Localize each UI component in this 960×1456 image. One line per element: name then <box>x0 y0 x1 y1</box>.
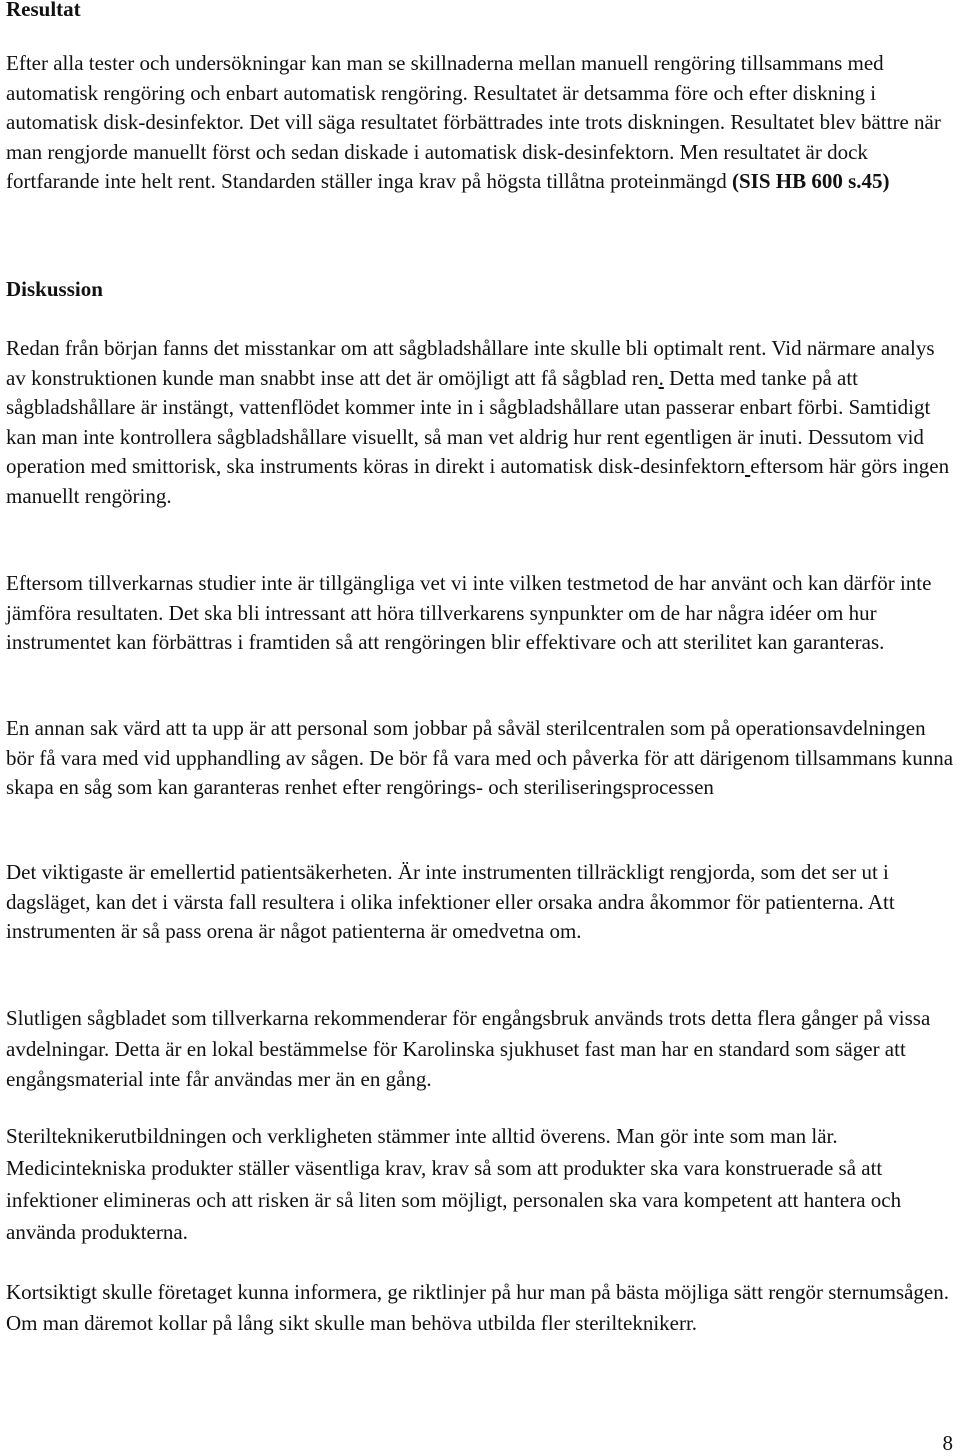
paragraph-discussion-1 <box>6 334 956 512</box>
paragraph-discussion-6: Sterilteknikerutbildningen och verkligheten stämmer inte alltid överens. Man gör inte som man lär. Medicintekniska produkter ställer väsentliga krav, krav så som att produkter ska vara konstruerade så att infektioner elimineras och att risken är så liten som möjligt, personalen ska vara kompetent att hantera och använda produkterna. <box>6 1124 902 1244</box>
paragraph-discussion-3: En annan sak värd att ta upp är att personal som jobbar på såväl sterilcentralen som på operationsavdelningen bör få vara med vid upphandling av sågen. De bör få vara med och påverka för att därigenom tillsammans kunna skapa en såg som kan garanteras renhet efter rengörings- och steriliseringsprocessen <box>6 716 954 800</box>
standard-reference: (SIS HB 600 s.45) <box>732 169 890 194</box>
underlined-period: . <box>658 365 664 390</box>
paragraph-discussion-7: Kortsiktigt skulle företaget kunna informera, ge riktlinjer på hur man på bästa möjliga sätt rengör sternumsågen. Om man däremot kollar på lång sikt skulle man behöva utbilda fler sterilteknikerr. <box>6 1280 949 1335</box>
heading-diskussion: Diskussion <box>6 277 103 301</box>
paragraph-results-text: Efter alla tester och undersökningar kan man se skillnaderna mellan manuell rengöring tillsammans med automatisk rengöring och enbart automatisk rengöring. Resultatet är detsamma före och efter diskning i automatisk disk-desinfektor. Det vill säga resultatet förbättrades inte trots diskningen. Resultatet blev bättre när man rengjorde manuellt först och sedan diskade i automatisk disk-desinfektorn. Men resultatet är dock fortfarande inte helt rent. Standarden ställer inga krav på högsta tillåtna proteinmängd <box>6 51 941 194</box>
paragraph-discussion-2: Eftersom tillverkarnas studier inte är tillgängliga vet vi inte vilken testmetod de har använt och kan därför inte jämföra resultaten. Det ska bli intressant att höra tillverkarens synpunkter om de har några idéer om hur instrumentet kan förbättras i framtiden så att rengöringen blir effektivare och att sterilitet kan garanteras. <box>6 571 932 655</box>
paragraph-discussion-1-text-c: eftersom här görs ingen manuellt rengöring. <box>6 454 950 508</box>
paragraph-discussion-5: Slutligen sågbladet som tillverkarna rekommenderar för engångsbruk används trots detta flera gånger på vissa avdelningar. Detta är en lokal bestämmelse för Karolinska sjukhuset fast man har en standard som säger att engångsmaterial inte får användas mer än en gång. <box>6 1006 931 1091</box>
paragraph-discussion-1-text-a: Redan från början fanns det misstankar om att sågbladshållare inte skulle bli optimalt rent. Vid närmare analys av konstruktionen kunde man snabbt inse att det är omöjligt att få sågblad ren <box>6 336 935 390</box>
paragraph-discussion-4: Det viktigaste är emellertid patientsäkerheten. Är inte instrumenten tillräckligt rengjorda, som det ser ut i dagsläget, kan det i värsta fall resultera i olika infektioner eller orsaka andra åkommor för patienterna. Att instrumenten är så pass orena är något patienterna är omedvetna om. <box>6 860 895 944</box>
page-number: 8 <box>942 1431 953 1455</box>
paragraph-discussion-1-text-b: Detta med tanke på att sågbladshållare är instängt, vattenflödet kommer inte in i sågbladshållare utan passerar enbart förbi. Samtidigt kan man inte kontrollera sågbladshållare visuellt, så man vet aldrig hur rent egentligen är inuti. Dessutom vid operation med smittorisk, ska instruments köras in direkt i automatisk disk-desinfektorn <box>6 365 931 479</box>
heading-resultat: Resultat <box>6 0 81 21</box>
paragraph-results <box>6 49 956 197</box>
